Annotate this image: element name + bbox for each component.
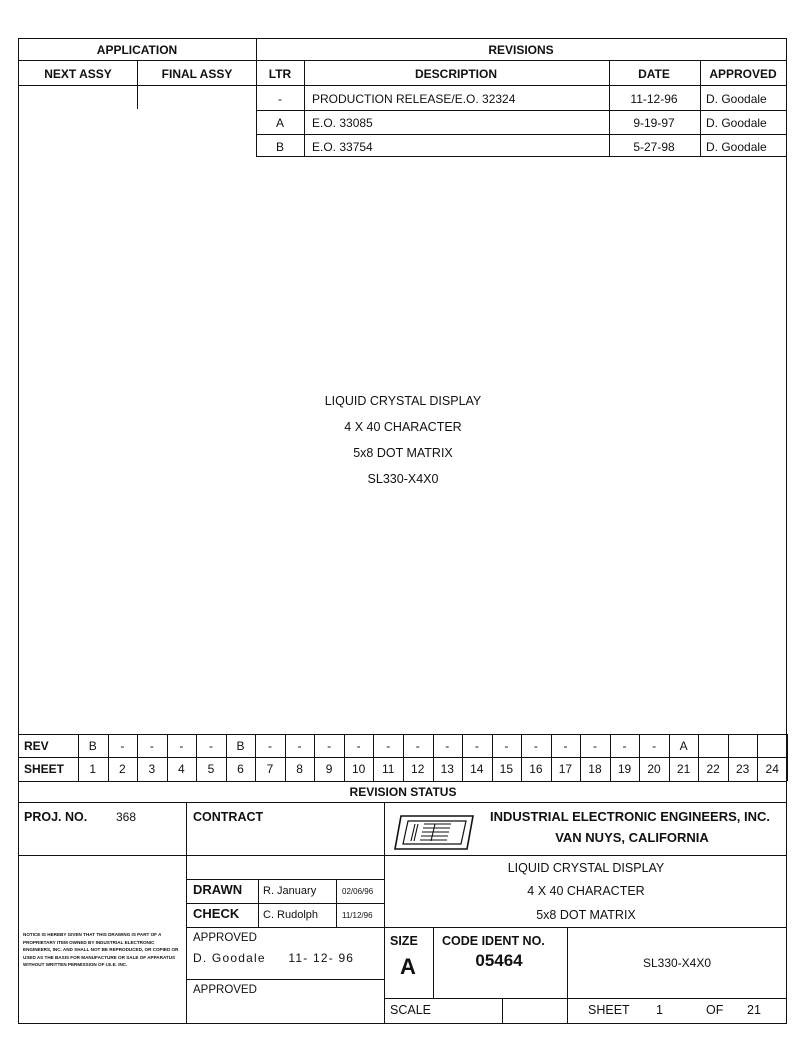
rev-status-rev: - [533,739,538,753]
rev-status-sheet: 11 [381,762,395,776]
rev-status-gridline [669,734,670,781]
rev-status-sheet: 13 [440,762,454,776]
rev-status-sheet: 16 [529,762,543,776]
header-rule [18,85,787,86]
drawn-label: DRAWN [193,882,243,897]
rev-status-sheet: 24 [765,762,779,776]
header-divider [256,38,257,156]
title-block-rule [186,927,787,928]
rev-status-sheet: 6 [237,762,244,776]
rev-status-rev: - [327,739,332,753]
center-title-line: 4 X 40 CHARACTER [344,420,462,434]
rev-status-rev: - [386,739,391,753]
drawn-by: R. January [263,885,317,897]
rev-col-line [304,60,305,156]
rev-description-header: DESCRIPTION [414,67,498,81]
rev-status-gridline [492,734,493,781]
rev-approved-header: APPROVED [709,67,777,81]
rev-status-gridline [108,734,109,781]
approved-label: APPROVED [193,932,257,944]
size-label: SIZE [390,934,418,948]
proj-no-value: 368 [116,810,137,824]
center-title [325,388,482,492]
rev-status-rev: - [208,739,213,753]
rev-status-gridline [551,734,552,781]
rev-status-sheet: 14 [470,762,484,776]
sheet-number-label: SHEET [588,1003,630,1017]
revisions-title: REVISIONS [488,43,554,57]
rev-row-line [256,134,787,135]
rev-status-gridline [757,734,758,781]
rev-date: 11-12-96 [630,92,678,106]
rev-status-gridline [403,734,404,781]
rev-status-sheet: 21 [676,762,691,776]
rev-row-line [256,156,787,157]
rev-approver: D. Goodale [706,92,767,106]
rev-status-rule [18,802,787,803]
title-block-divider [433,927,434,998]
rev-status-rev: - [504,739,509,753]
rev-col-line [700,60,701,156]
title-line: LIQUID CRYSTAL DISPLAY [507,861,665,875]
check-date: 11/12/96 [342,911,373,920]
rev-status-rev: - [268,739,273,753]
rev-description: E.O. 33754 [312,140,373,154]
rev-status-sheet: 20 [647,762,661,776]
rev-col-line [609,60,610,156]
rev-status-rev: - [445,739,450,753]
rev-status-rev: - [563,739,568,753]
next-assy-label: NEXT ASSY [44,67,112,81]
rev-date-header: DATE [638,67,670,81]
rev-status-rev: - [297,739,302,753]
title-block-rule [186,903,384,904]
rev-status-sheet: 22 [706,762,720,776]
drawing-border [18,38,787,1024]
rev-status-sheet: 17 [558,762,573,776]
rev-status-rev: B [88,739,97,753]
rev-label: REV [24,739,49,753]
title-block-divider [384,802,385,1024]
rev-ltr-header: LTR [268,67,292,81]
rev-status-sheet: 7 [266,762,274,776]
rev-status-gridline [787,734,788,781]
rev-status-gridline [639,734,640,781]
application-title: APPLICATION [96,43,178,57]
size-value: A [400,954,416,979]
rev-status-sheet: 8 [296,762,303,776]
code-ident-value: 05464 [475,951,523,970]
rev-status-sheet: 9 [325,762,333,776]
of-label: OF [706,1003,724,1017]
checked-by: C. Rudolph [263,909,319,921]
center-title-line: SL330-X4X0 [367,472,439,486]
rev-status-sheet: 4 [178,762,185,776]
title-line: 4 X 40 CHARACTER [527,884,645,898]
rev-approver: D. Goodale [706,140,767,154]
title-block-rule [384,998,787,999]
rev-ltr: A [275,116,285,130]
rev-status-sheet: 23 [736,762,750,776]
rev-status-sheet: 5 [207,762,215,776]
check-label: CHECK [193,906,240,921]
rev-status-sheet: 18 [588,762,602,776]
approved-label: APPROVED [193,984,257,996]
rev-status-gridline [196,734,197,781]
rev-status-gridline [728,734,729,781]
rev-status-rev: - [356,739,361,753]
rev-status-gridline [344,734,345,781]
proj-no-label: PROJ. NO. [24,810,88,824]
rev-row-line [256,110,787,111]
rev-status-gridline [137,734,138,781]
rev-status-gridline [167,734,168,781]
part-number: SL330-X4X0 [642,956,712,970]
rev-status-rev: - [474,739,479,753]
rev-status-sheet: 3 [148,762,156,776]
rev-status-rev: A [679,739,688,753]
rev-status-gridline [521,734,522,781]
rev-date: 5-27-98 [633,140,675,154]
iee-logo-icon [391,812,477,852]
approved-entry: D. Goodale 11- 12- 96 [193,951,355,965]
rev-ltr: - [278,92,282,106]
rev-status-gridline [285,734,286,781]
sheet-number: 1 [656,1003,663,1017]
rev-status-gridline [610,734,611,781]
rev-status-rev: - [149,739,154,753]
rev-status-gridline [255,734,256,781]
rev-status-gridline [78,734,79,781]
code-ident-label: CODE IDENT NO. [442,934,545,948]
company-location: VAN NUYS, CALIFORNIA [555,830,709,845]
rev-ltr: B [275,140,285,154]
rev-status-rev: - [179,739,184,753]
rev-status-rev: B [236,739,245,753]
title-line: 5x8 DOT MATRIX [536,908,636,922]
rev-status-gridline [462,734,463,781]
rev-status-rev: - [592,739,597,753]
rev-status-rev: - [415,739,420,753]
title-block-divider [258,879,259,927]
header-divider [137,60,138,109]
header-rule [18,60,787,61]
rev-description: PRODUCTION RELEASE/E.O. 32324 [312,92,516,106]
rev-status-rev: - [652,739,657,753]
rev-status-rule [18,781,787,782]
center-title-line: LIQUID CRYSTAL DISPLAY [324,394,482,408]
rev-status-gridline [314,734,315,781]
rev-status-gridline [580,734,581,781]
drawn-date: 02/06/96 [342,887,374,896]
rev-status-rev: - [120,739,125,753]
rev-status-gridline [698,734,699,781]
final-assy-label: FINAL ASSY [161,67,233,81]
sheet-total: 21 [747,1003,761,1017]
title-block-rule [186,879,384,880]
proprietary-notice: NOTICE IS HEREBY GIVEN THAT THIS DRAWING IS PART OF A PROPRIETARY ITEM OWNED BY INDUSTRIAL ELECTRONIC ENGINEERS, INC. AND SHALL NOT BE REPRODUCED, OR COPIED OR USED AS THE BASIS FOR MANUFACTURE OR SALE OF APPARATUS WITHOUT WRITTEN PERMISSION OF I.E.E. INC. [23,932,179,968]
rev-status-sheet: 10 [351,762,366,776]
title-block-rule [18,855,787,856]
company-name: INDUSTRIAL ELECTRONIC ENGINEERS, INC. [489,809,771,824]
revision-status-title: REVISION STATUS [349,785,457,799]
title-block-divider [567,927,568,1024]
rev-status-sheet: 12 [411,762,425,776]
contract-label: CONTRACT [193,810,264,824]
title-block-divider [186,802,187,1024]
title-block-divider [502,998,503,1024]
rev-status-sheet: 19 [617,762,632,776]
title-block-rule [186,979,384,980]
sheet-label: SHEET [24,762,65,776]
rev-status-sheet: 2 [118,762,126,776]
rev-description: E.O. 33085 [312,116,373,130]
rev-status-gridline [433,734,434,781]
title-block-divider [336,879,337,927]
rev-status-gridline [373,734,374,781]
scale-label: SCALE [390,1003,431,1017]
rev-date: 9-19-97 [633,116,675,130]
rev-status-rev: - [622,739,627,753]
rev-status-sheet: 1 [89,762,97,776]
center-title-line: 5x8 DOT MATRIX [353,446,453,460]
rev-status-gridline [226,734,227,781]
rev-status-sheet: 15 [499,762,514,776]
rev-approver: D. Goodale [706,116,767,130]
